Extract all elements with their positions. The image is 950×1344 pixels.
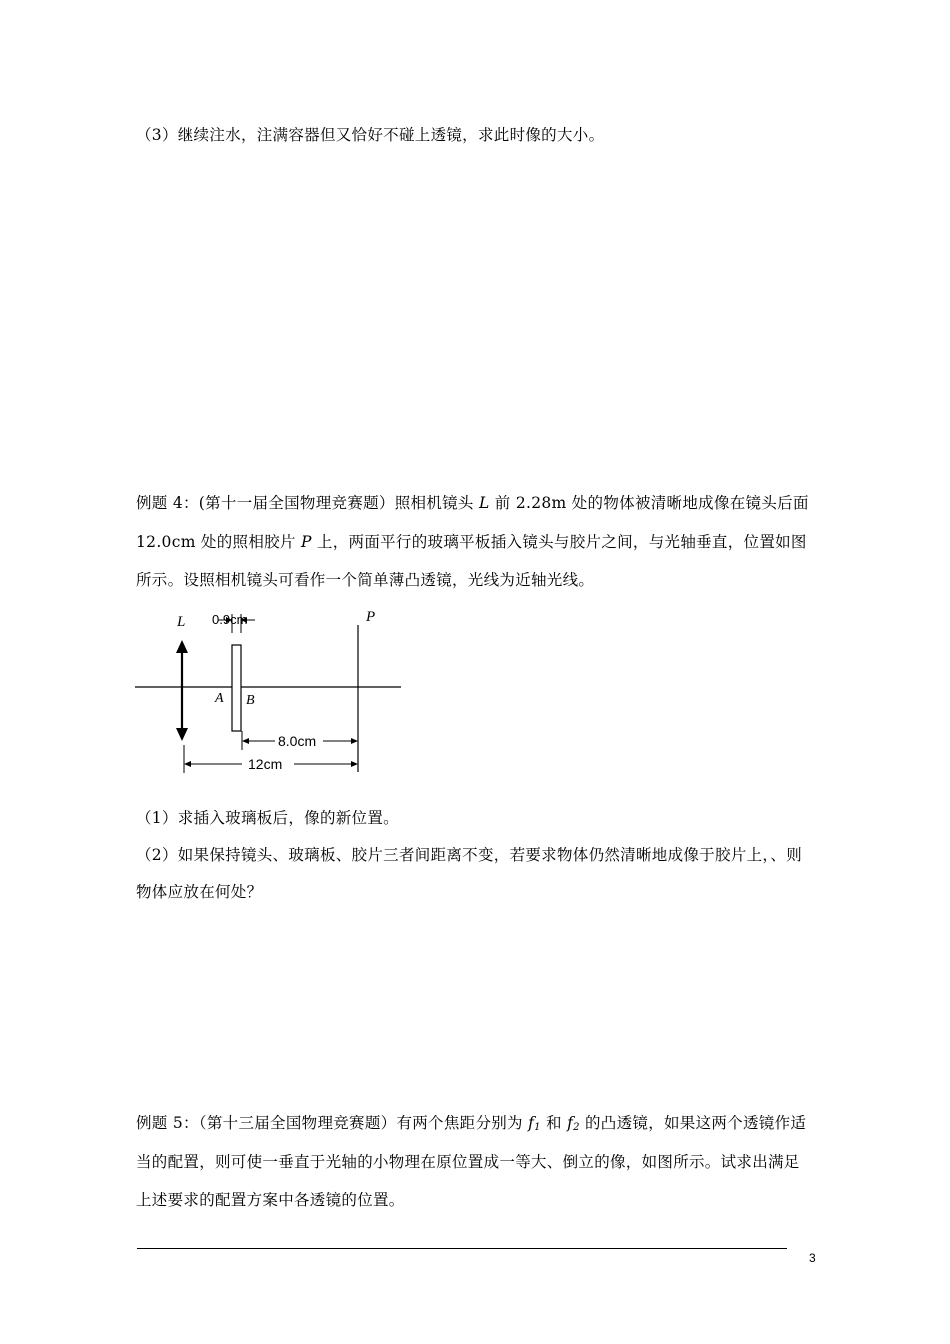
example-4-line-1-end: 前 2.28m 处的物体被清晰地成像在镜头后面 <box>489 494 809 512</box>
example-4-question-2-line-1: （2）如果保持镜头、玻璃板、胶片三者间距离不变，若要求物体仍然清晰地成像于胶片上，、则 <box>136 846 803 864</box>
label-A: A <box>215 691 224 706</box>
example-4-question-2-line-2: 物体应放在何处？ <box>136 883 263 901</box>
lens-L-arrow-up <box>176 640 188 653</box>
example-4-line-3: 所示。设照相机镜头可看作一个简单薄凸透镜，光线为近轴光线。 <box>136 571 595 589</box>
example-4-line-1-start: 例题 4：(第十一届全国物理竞赛题）照相机镜头 <box>136 494 479 512</box>
example-4-line-1 <box>136 493 809 513</box>
example-4-line-2 <box>136 532 807 552</box>
label-dist-12cm: 12cm <box>248 756 283 772</box>
example-5-line-3: 上述要求的配置方案中各透镜的位置。 <box>136 1191 405 1209</box>
focal-f1 <box>528 1114 541 1132</box>
label-P: P <box>366 609 376 625</box>
focal-f2-symbol: f <box>567 1114 574 1132</box>
example-4-line-2-start: 12.0cm 处的照相胶片 <box>136 533 301 551</box>
lens-L-arrow-down <box>176 728 188 741</box>
label-dist-8cm: 8.0cm <box>278 733 317 749</box>
example-5-line-2: 当的配置，则可使一垂直于光轴的小物理在原位置成一等大、倒立的像，如图所示。试求出满足 <box>136 1153 800 1171</box>
label-L: L <box>177 614 186 630</box>
question-3-text: （3）继续注水，注满容器但又恰好不碰上透镜，求此时像的大小。 <box>136 126 605 144</box>
example-4-question-1: （1）求插入玻璃板后，像的新位置。 <box>136 809 399 827</box>
dist-12cm-arrowhead-left <box>184 761 191 767</box>
dist-8cm-arrowhead-left <box>242 738 249 744</box>
dist-12cm-arrowhead-right <box>351 761 358 767</box>
focal-f1-symbol: f <box>528 1114 535 1132</box>
focal-f2-subscript: 2 <box>573 1122 580 1133</box>
label-B: B <box>246 693 255 708</box>
film-symbol-P: P <box>300 533 312 551</box>
example-5-line-1-end: 的凸透镜，如果这两个透镜作适 <box>579 1114 807 1132</box>
example-5-line-1-start: 例题 5：（第十三届全国物理竞赛题）有两个焦距分别为 <box>136 1114 529 1132</box>
focal-f1-subscript: 1 <box>534 1122 541 1133</box>
example-5-line-1 <box>136 1113 806 1138</box>
focal-f2 <box>567 1114 580 1132</box>
page-number: 3 <box>809 1251 816 1265</box>
footer-rule <box>137 1248 787 1249</box>
glass-plate <box>232 645 241 731</box>
example-5-and: 和 <box>540 1114 568 1132</box>
example-4-line-2-end: 上，两面平行的玻璃平板插入镜头与胶片之间，与光轴垂直，位置如图 <box>311 533 807 551</box>
lens-symbol-L: L <box>478 494 490 512</box>
dist-8cm-arrowhead-right <box>351 738 358 744</box>
label-thickness: 0.9cm <box>212 612 248 627</box>
optics-figure <box>130 605 420 780</box>
